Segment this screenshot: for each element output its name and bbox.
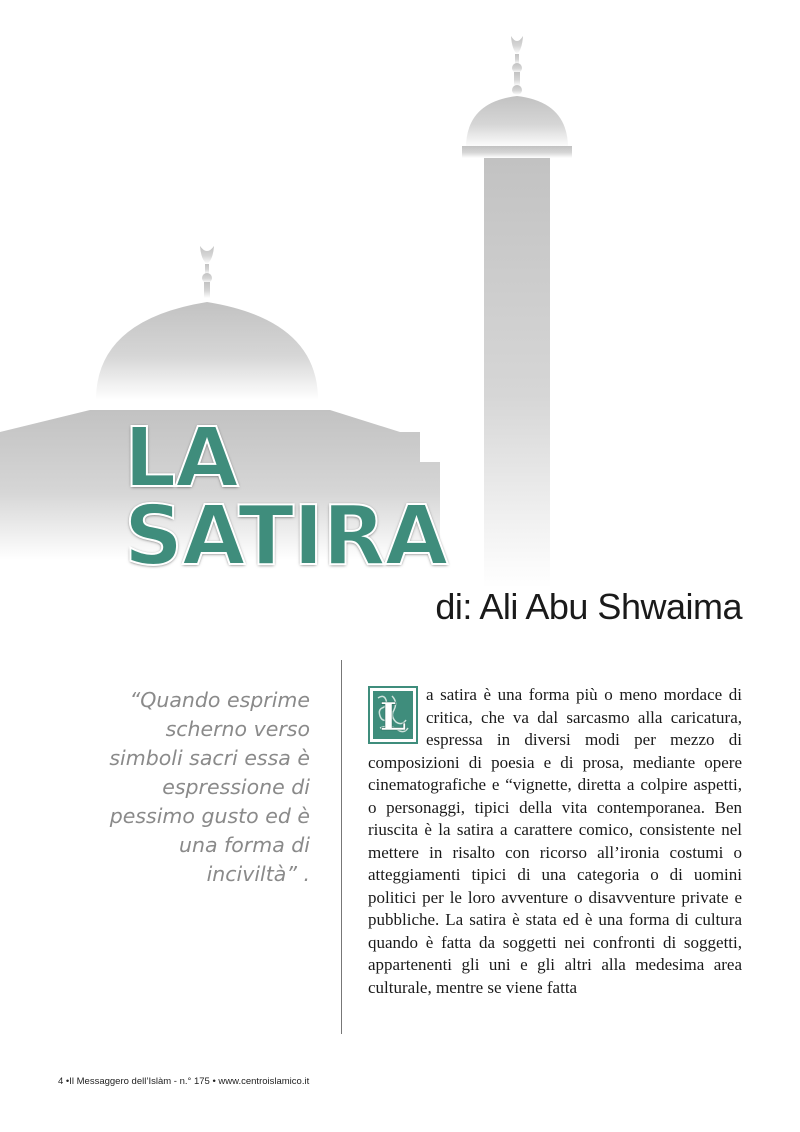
- column-divider: [341, 660, 342, 1034]
- page-footer: 4 •Il Messaggero dell’Islàm - n.° 175 • www.centroislamico.it: [58, 1076, 310, 1087]
- author-byline: di: Ali Abu Shwaima: [435, 586, 742, 627]
- article-text: a satira è una forma più o meno mordace di critica, che va dal sarcasmo alla caricatura, espressa in diversi modi per mezzo di composizioni di poesia e di prosa, mediante opere cinematografiche e “vignette, diretta a colpire aspetti, o personaggi, tipici della vita contemporanea. Ben riuscita è la satira a carattere comico, consistente nel mettere in risalto con ricorso all’ironia costumi o atteggiamenti tipici di una categoria o di uomini politici per le loro avventure o disavventure private e pubbliche. La satira è stata ed è una forma di cultura quando è fatta da soggetti nei confronti di soggetti, appartenenti gli uni e gli altri alla medesima area culturale, mentre se viene fatta: [368, 685, 742, 997]
- title-line-2: SATIRA: [124, 489, 448, 584]
- drop-cap-letter: L: [379, 694, 407, 739]
- ornate-drop-cap-icon: [368, 686, 418, 744]
- article-body: [368, 684, 742, 999]
- title-line-1: LA: [124, 411, 238, 506]
- pull-quote: “Quando esprime scherno verso simboli sacri essa è espressione di pessimo gusto ed è una forma di inciviltà” .: [109, 688, 310, 886]
